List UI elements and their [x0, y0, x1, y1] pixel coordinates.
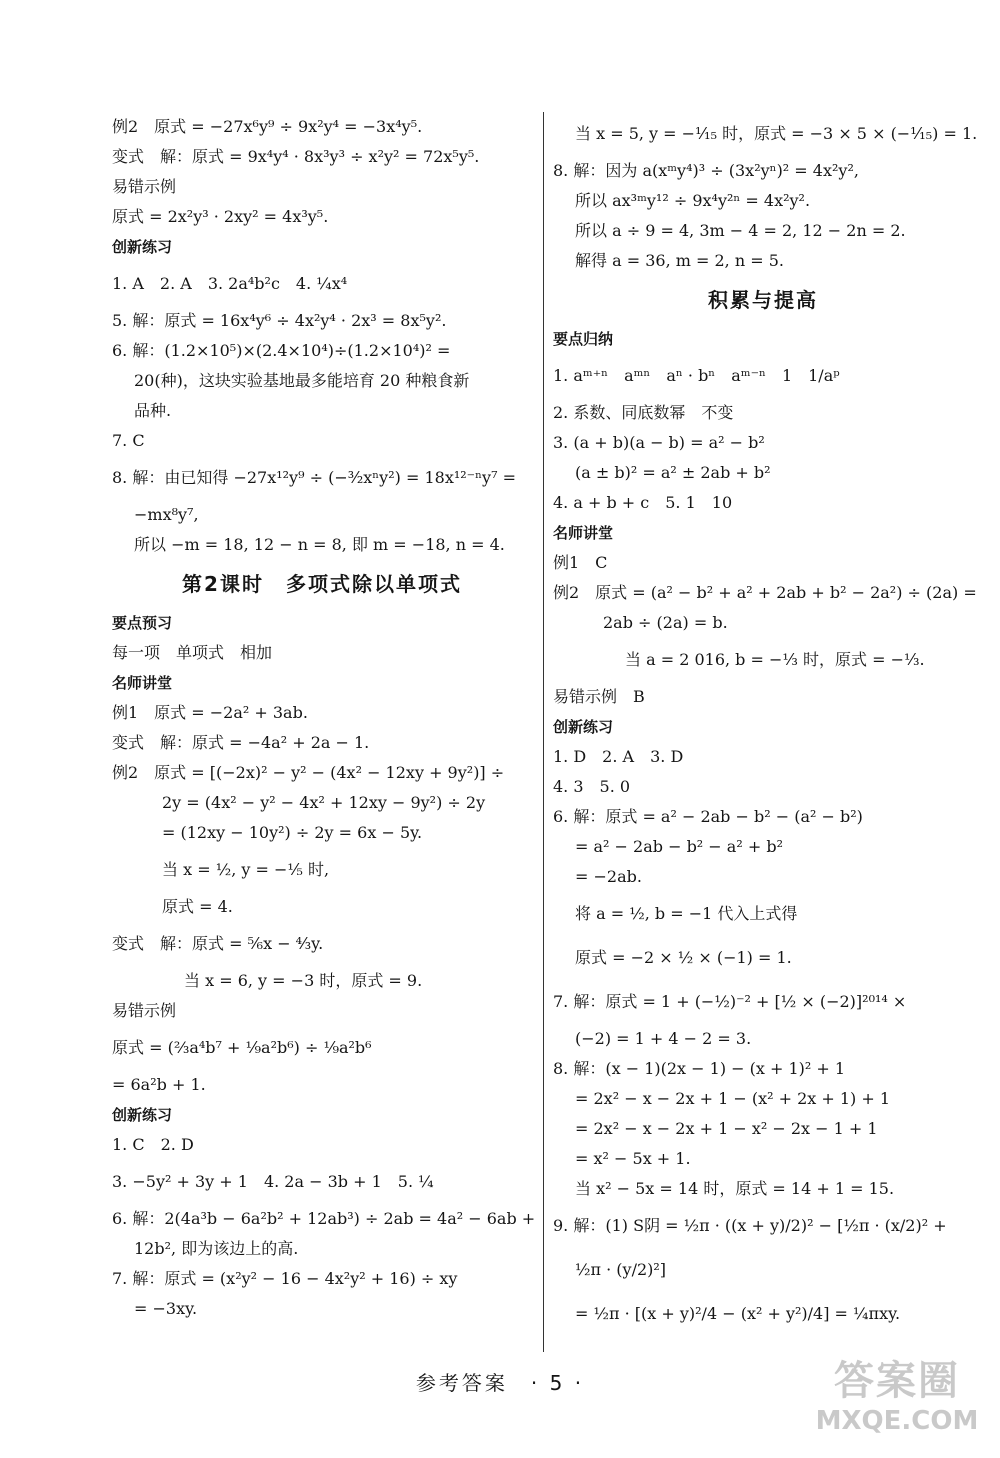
right-line: 例2 原式 = (a² − b² + a² + 2ab + b² − 2a²) ÷ (2a) = — [553, 583, 977, 602]
right-line: 4. 3 5. 0 — [553, 777, 631, 796]
page-footer: 参考答案 · 5 · — [415, 1371, 585, 1395]
right-line: = −2ab. — [575, 867, 642, 886]
right-line: 1. aᵐ⁺ⁿ aᵐⁿ aⁿ · bⁿ aᵐ⁻ⁿ 1 1/aᵖ — [553, 366, 840, 385]
right-line: ½π · (y/2)²] — [575, 1260, 667, 1279]
right-line: 8. 解：因为 a(xᵐy⁴)³ ÷ (3x²yⁿ)² = 4x²y², — [553, 161, 859, 180]
right-column — [553, 112, 978, 1336]
right-line: 将 a = ½, b = −1 代入上式得 — [575, 904, 798, 923]
right-line: (−2) = 1 + 4 − 2 = 3. — [575, 1029, 752, 1048]
left-line: 当 x = ½, y = −⅕ 时, — [162, 860, 330, 879]
right-line: 当 a = 2 016, b = −⅓ 时，原式 = −⅓. — [625, 650, 925, 669]
right-line: = a² − 2ab − b² − a² + b² — [575, 837, 783, 856]
column-divider — [543, 112, 544, 1352]
left-line: = −3xy. — [134, 1299, 198, 1318]
left-line: 例1 原式 = −2a² + 3ab. — [112, 703, 308, 722]
left-column — [112, 112, 536, 1324]
right-line: 8. 解：(x − 1)(2x − 1) − (x + 1)² + 1 — [553, 1059, 846, 1078]
left-line: 2y = (4x² − y² − 4x² + 12xy − 9y²) ÷ 2y — [162, 793, 486, 812]
right-line: 6. 解：原式 = a² − 2ab − b² − (a² − b²) — [553, 807, 863, 826]
left-line: 5. 解：原式 = 16x⁴y⁶ ÷ 4x²y⁴ · 2x³ = 8x⁵y². — [112, 311, 447, 330]
right-line: 9. 解：(1) S阴 = ½π · ((x + y)/2)² − [½π · (x/2)² + — [553, 1216, 947, 1235]
left-line: 创新练习 — [112, 1106, 173, 1124]
right-line: 易错示例 B — [553, 687, 645, 706]
left-line: 易错示例 — [112, 177, 177, 196]
left-line: 易错示例 — [112, 1001, 177, 1020]
left-line: 要点预习 — [112, 614, 173, 632]
right-line: (a ± b)² = a² ± 2ab + b² — [575, 463, 771, 482]
left-line: 名师讲堂 — [112, 674, 173, 692]
left-line: 变式 解：原式 = −4a² + 2a − 1. — [112, 733, 370, 752]
left-line: 12b², 即为该边上的高. — [134, 1239, 299, 1258]
left-line: 变式 解：原式 = ⁵⁄₆x − ⁴⁄₃y. — [112, 934, 324, 953]
right-line: 积累与提高 — [708, 288, 818, 312]
right-line: 解得 a = 36, m = 2, n = 5. — [575, 251, 784, 270]
left-line: 当 x = 6, y = −3 时，原式 = 9. — [184, 971, 423, 990]
left-line: 7. C — [112, 431, 145, 450]
left-line: 第2课时 多项式除以单项式 — [182, 572, 462, 596]
left-line: 原式 = 2x²y³ · 2xy² = 4x³y⁵. — [112, 207, 329, 226]
left-line: 创新练习 — [112, 238, 173, 256]
right-line: 2. 系数、同底数幂 不变 — [553, 403, 734, 422]
left-line: 每一项 单项式 相加 — [112, 643, 273, 662]
right-line: 名师讲堂 — [553, 524, 614, 542]
right-line: 要点归纳 — [553, 330, 614, 348]
right-line: = 2x² − x − 2x + 1 − x² − 2x − 1 + 1 — [575, 1119, 878, 1138]
right-line: 3. (a + b)(a − b) = a² − b² — [553, 433, 765, 452]
watermark-bottom-text: MXQE.COM — [815, 1406, 979, 1436]
left-line: 7. 解：原式 = (x²y² − 16 − 4x²y² + 16) ÷ xy — [112, 1269, 458, 1288]
left-line: 例2 原式 = [(−2x)² − y² − (4x² − 12xy + 9y²)] ÷ — [112, 763, 505, 782]
watermark-logo — [812, 1358, 982, 1450]
right-line: 2ab ÷ (2a) = b. — [603, 613, 728, 632]
right-line: = x² − 5x + 1. — [575, 1149, 691, 1168]
right-line: 例1 C — [553, 553, 608, 572]
right-line: = ½π · [(x + y)²/4 − (x² + y²)/4] = ¼πxy. — [575, 1304, 901, 1323]
left-line: 20(种)，这块实验基地最多能培育 20 种粮食新 — [134, 371, 470, 390]
right-line: 所以 a ÷ 9 = 4, 3m − 4 = 2, 12 − 2n = 2. — [575, 221, 906, 240]
left-line: 1. A 2. A 3. 2a⁴b²c 4. ¼x⁴ — [112, 274, 348, 293]
right-line: 所以 ax³ᵐy¹² ÷ 9x⁴y²ⁿ = 4x²y². — [575, 191, 811, 210]
left-line: 6. 解：2(4a³b − 6a²b² + 12ab³) ÷ 2ab = 4a² − 6ab + — [112, 1209, 536, 1228]
left-line: 6. 解：(1.2×10⁵)×(2.4×10⁴)÷(1.2×10⁴)² = — [112, 341, 451, 360]
right-line: 当 x² − 5x = 14 时，原式 = 14 + 1 = 15. — [575, 1179, 895, 1198]
left-line: 1. C 2. D — [112, 1135, 194, 1154]
left-line: 变式 解：原式 = 9x⁴y⁴ · 8x³y³ ÷ x²y² = 72x⁵y⁵. — [112, 147, 480, 166]
left-line: 品种. — [134, 401, 172, 420]
left-line: 所以 −m = 18, 12 − n = 8, 即 m = −18, n = 4. — [134, 535, 505, 554]
left-line: 例2 原式 = −27x⁶y⁹ ÷ 9x²y⁴ = −3x⁴y⁵. — [112, 117, 423, 136]
left-line: 原式 = 4. — [162, 897, 233, 916]
left-line: −mx⁸y⁷, — [134, 505, 199, 524]
left-line: 3. −5y² + 3y + 1 4. 2a − 3b + 1 5. ¼ — [112, 1172, 434, 1191]
right-line: 4. a + b + c 5. 1 10 — [553, 493, 733, 512]
right-line: 创新练习 — [553, 718, 614, 736]
left-line: = 6a²b + 1. — [112, 1075, 206, 1094]
left-line: 8. 解：由已知得 −27x¹²y⁹ ÷ (−³⁄₂xⁿy²) = 18x¹²⁻ⁿy⁷ = — [112, 468, 516, 487]
right-line: 7. 解：原式 = 1 + (−½)⁻² + [½ × (−2)]²⁰¹⁴ × — [553, 992, 907, 1011]
left-line: 原式 = (⅔a⁴b⁷ + ⅑a²b⁶) ÷ ⅑a²b⁶ — [112, 1038, 372, 1057]
right-line: = 2x² − x − 2x + 1 − (x² + 2x + 1) + 1 — [575, 1089, 891, 1108]
right-line: 原式 = −2 × ½ × (−1) = 1. — [575, 948, 792, 967]
right-line: 1. D 2. A 3. D — [553, 747, 684, 766]
right-line: 当 x = 5, y = −¹⁄₁₅ 时，原式 = −3 × 5 × (−¹⁄₁₅) = 1. — [575, 124, 978, 143]
watermark-top-text: 答案圈 — [834, 1358, 960, 1404]
left-line: = (12xy − 10y²) ÷ 2y = 6x − 5y. — [162, 823, 423, 842]
